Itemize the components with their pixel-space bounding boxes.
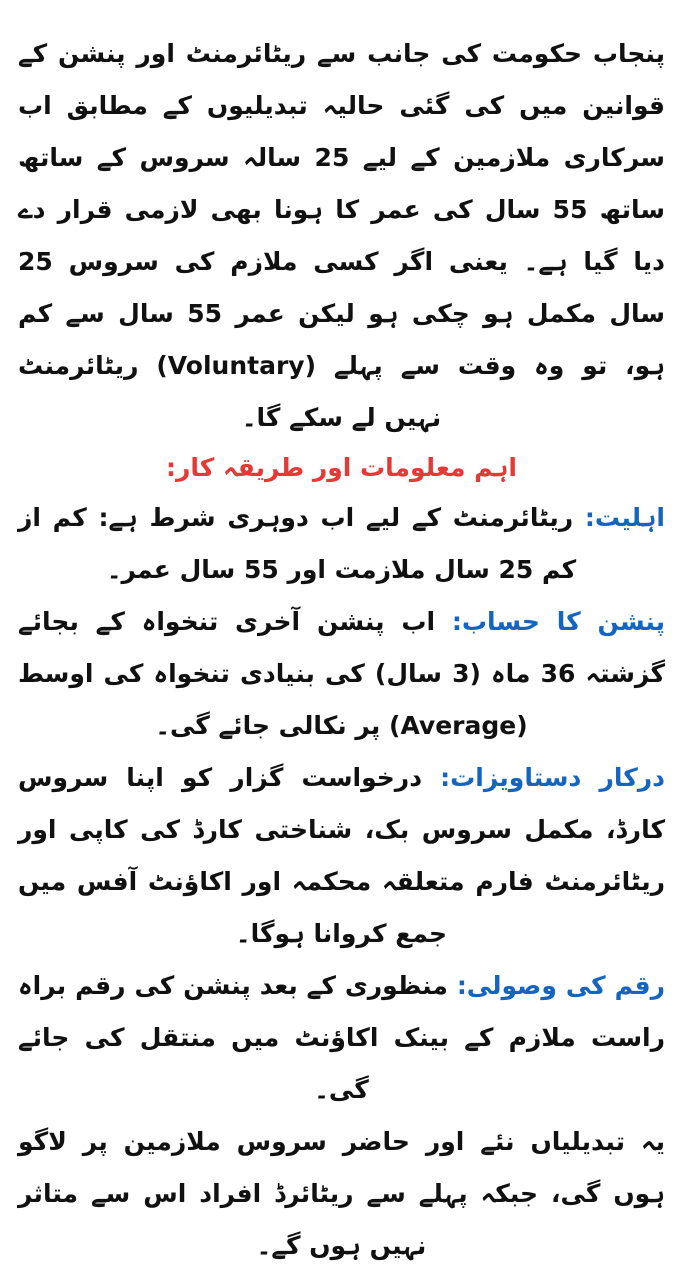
info-item-label: پنشن کا حساب: xyxy=(451,607,666,636)
info-item-required-documents xyxy=(18,752,665,960)
info-item-eligibility xyxy=(18,492,665,596)
section-heading: اہم معلومات اور طریقہ کار: xyxy=(165,453,518,482)
info-item-label: درکار دستاویزات: xyxy=(440,763,665,792)
closing-paragraph: یہ تبدیلیاں نئے اور حاضر سروس ملازمین پر لاگو ہوں گی، جبکہ پہلے سے ریٹائرڈ افراد اس سے متاثر نہیں ہوں گے۔ xyxy=(18,1127,665,1260)
info-item-payment-receipt xyxy=(18,960,665,1116)
intro-paragraph: پنجاب حکومت کی جانب سے ریٹائرمنٹ اور پنشن کے قوانین میں کی گئی حالیہ تبدیلیوں کے مطابق اب سرکاری ملازمین کے لیے 25 سالہ سروس کے ساتھ ساتھ 55 سال کی عمر کا ہونا بھی لازمی قرار دے دیا گیا ہے۔ یعنی اگر کسی ملازم کی سروس 25 سال مکمل ہو چکی ہو لیکن عمر 55 سال سے کم ہو، تو وہ وقت سے پہلے (Voluntary) ریٹائرمنٹ نہیں لے سکے گا۔ xyxy=(18,39,665,432)
info-item-text: منظوری کے بعد پنشن کی رقم براہ راست ملازم کے بینک اکاؤنٹ میں منتقل کی جائے گی۔ xyxy=(18,971,665,1104)
info-item-label: اہلیت: xyxy=(584,503,665,532)
info-item-text: درخواست گزار کو اپنا سروس کارڈ، مکمل سروس بک، شناختی کارڈ کی کاپی اور ریٹائرمنٹ فارم متعلقہ محکمہ اور اکاؤنٹ آفس میں جمع کروانا ہوگا۔ xyxy=(18,763,665,948)
info-item-text: ریٹائرمنٹ کے لیے اب دوہری شرط ہے: کم از کم 25 سال ملازمت اور 55 سال عمر۔ xyxy=(18,503,585,584)
info-item-label: رقم کی وصولی: xyxy=(456,971,665,1000)
info-item-pension-calculation xyxy=(18,596,665,752)
info-item-text: اب پنشن آخری تنخواہ کے بجائے گزشتہ 36 ماہ (3 سال) کی بنیادی تنخواہ کی اوسط (Average) پر نکالی جائے گی۔ xyxy=(18,607,665,740)
